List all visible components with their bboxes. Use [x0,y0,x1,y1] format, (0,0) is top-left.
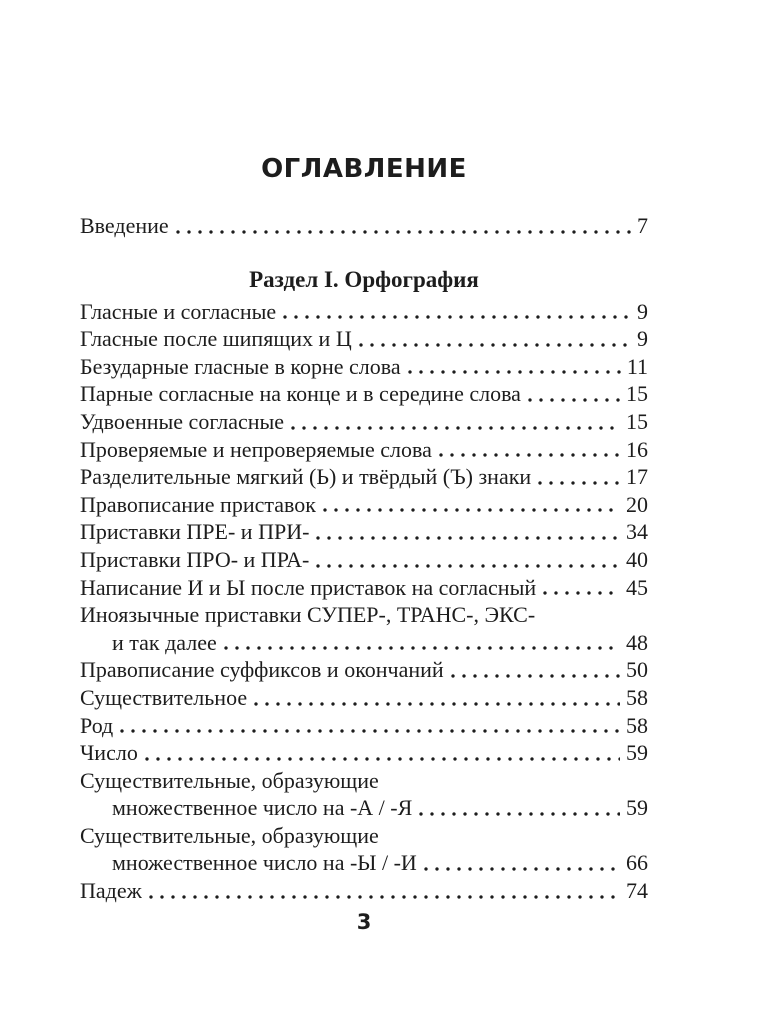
dot-leader [419,811,620,816]
toc-entry-label: Существительное [80,684,248,710]
dot-leader [316,535,620,540]
page-number: 3 [356,910,372,934]
toc-entry-page: 17 [626,464,648,490]
dot-leader [538,480,620,485]
toc-entry-page: 59 [626,795,648,821]
toc-entry-page: 45 [626,574,648,600]
toc-entry-label: Проверяемые и непроверяемые слова [80,436,432,462]
toc-entry-page: 16 [626,436,648,462]
dot-leader [224,645,620,650]
dot-leader [451,673,620,678]
dot-leader [254,701,620,706]
toc-entry [80,380,648,408]
toc-entry-page: 74 [626,878,648,904]
dot-leader [120,728,620,733]
toc-entry-page: 15 [626,381,648,407]
toc-entry-label: Безударные гласные в корне слова [80,353,401,379]
toc-entry [80,212,648,240]
dot-leader [408,369,621,374]
dot-leader [145,756,620,761]
toc-entry [80,408,648,436]
toc-entry-label: Существительные, образующие [80,767,379,793]
toc-entry-page: 58 [626,712,648,738]
toc-entry-label: Падеж [80,878,142,904]
toc-entry-label: Правописание приставок [80,491,316,517]
toc-entry-page: 11 [626,353,648,379]
dot-leader [323,507,620,512]
toc-entry [80,298,648,326]
toc-entry [80,353,648,381]
dot-leader [359,342,631,347]
toc-content [80,0,648,905]
page-title: ОГЛАВЛЕНИЕ [261,154,467,184]
dot-leader [176,229,631,234]
toc-entry-label: Существительные, образующие [80,822,379,848]
toc-entries [80,298,648,905]
toc-entry-label: множественное число на -А / -Я [112,795,413,821]
toc-entry [80,739,648,767]
toc-entry [80,822,648,850]
toc-entry [80,491,648,519]
toc-entry [80,877,648,905]
toc-entry [80,546,648,574]
toc-entry [80,601,648,629]
toc-entry [80,436,648,464]
toc-entry [80,767,648,795]
toc-entry [80,684,648,712]
toc-entry-label: Разделительные мягкий (Ь) и твёрдый (Ъ) знаки [80,464,532,490]
toc-entry-page: 48 [626,629,648,655]
toc-entry-page: 34 [626,519,648,545]
toc-entry-page: 20 [626,491,648,517]
toc-entry [80,463,648,491]
dot-leader [291,425,620,430]
toc-entry-page: 66 [626,850,648,876]
toc-entry-label: множественное число на -Ы / -И [112,850,417,876]
toc-entry-page: 50 [626,657,648,683]
toc-entry [80,574,648,602]
toc-entry-page: 58 [626,684,648,710]
toc-entry-page: 9 [637,326,648,352]
toc-entry-page: 7 [637,213,648,238]
toc-entry [80,518,648,546]
toc-entry-label: Гласные и согласные [80,298,277,324]
toc-entry-label: Число [80,740,138,766]
toc-entry [80,325,648,353]
dot-leader [439,452,620,457]
section-heading: Раздел I. Орфография [249,266,479,292]
toc-entry-page: 59 [626,740,648,766]
toc-entry-page: 9 [637,298,648,324]
dot-leader [283,314,631,319]
toc-entry-label: Введение [80,213,169,238]
toc-entry-label: Написание И и Ы после приставок на согласный [80,574,537,600]
toc-entry-label: Парные согласные на конце и в середине слова [80,381,521,407]
toc-entry [80,712,648,740]
dot-leader [528,397,620,402]
toc-intro-entries [80,212,648,240]
toc-entry-label: Правописание суффиксов и окончаний [80,657,444,683]
toc-entry [80,629,648,657]
toc-entry [80,656,648,684]
toc-entry-label: Удвоенные согласные [80,408,285,434]
toc-entry [80,794,648,822]
toc-entry-label: Иноязычные приставки СУПЕР-, ТРАНС-, ЭКС- [80,602,536,628]
toc-entry [80,849,648,877]
toc-entry-label: и так далее [112,629,217,655]
toc-entry-label: Гласные после шипящих и Ц [80,326,352,352]
toc-entry-page: 40 [626,546,648,572]
dot-leader [149,894,620,899]
toc-entry-label: Приставки ПРЕ- и ПРИ- [80,519,310,545]
dot-leader [543,590,620,595]
toc-entry-page: 15 [626,408,648,434]
toc-entry-label: Приставки ПРО- и ПРА- [80,546,310,572]
toc-entry-label: Род [80,712,114,738]
dot-leader [316,563,620,568]
dot-leader [424,866,620,871]
